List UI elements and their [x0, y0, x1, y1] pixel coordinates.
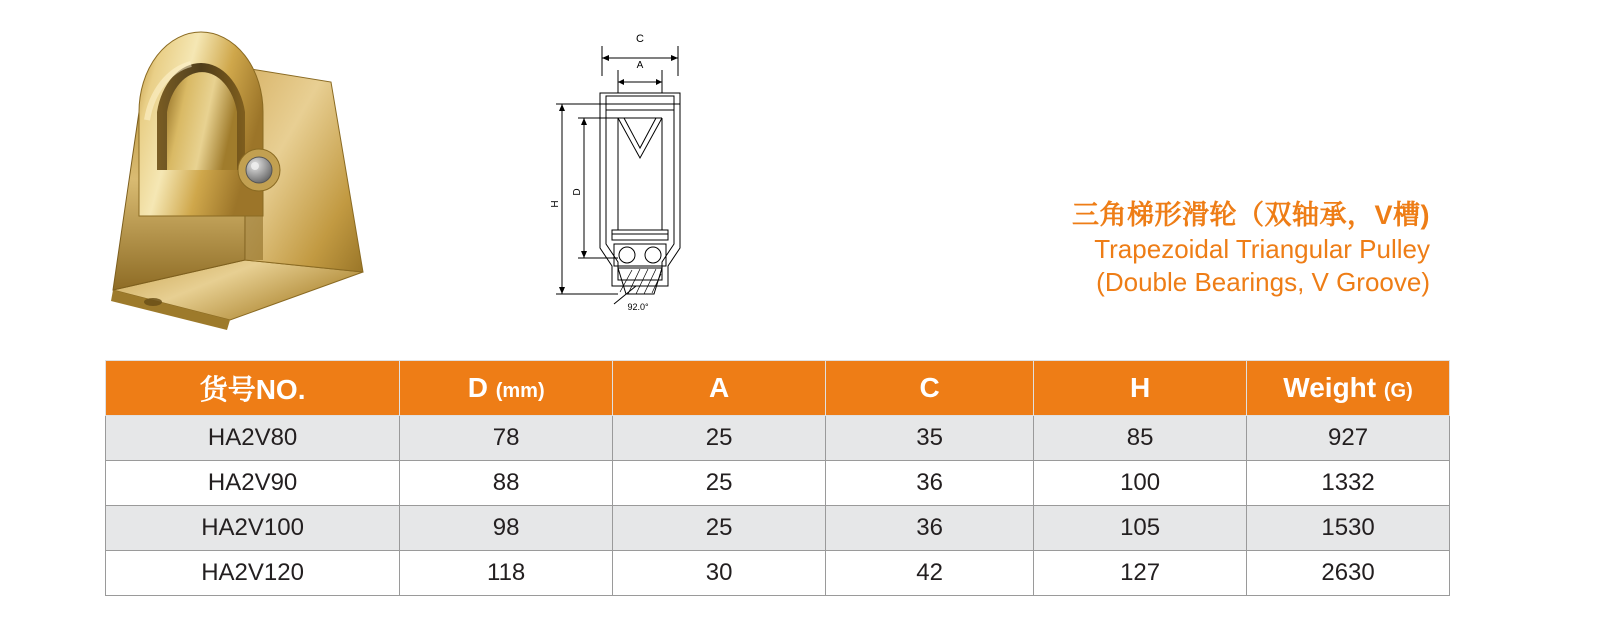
table-row — [106, 416, 1450, 461]
header-cell-c — [826, 361, 1034, 416]
table-row — [106, 506, 1450, 551]
product-photo — [95, 20, 385, 340]
technical-drawing — [540, 18, 740, 318]
product-title-en-line1: Trapezoidal Triangular Pulley — [1094, 233, 1430, 264]
cell-weight: 2630 — [1247, 551, 1450, 596]
spec-table — [105, 360, 1450, 596]
header-cell-weight — [1247, 361, 1450, 416]
photo-wheel — [139, 32, 263, 216]
header-cell-a — [613, 361, 826, 416]
cell-a: 30 — [613, 551, 826, 596]
cell-h: 105 — [1034, 506, 1247, 551]
product-title-cn: 三角梯形滑轮（双轴承，V槽) — [1072, 200, 1430, 230]
cell-a: 25 — [613, 461, 826, 506]
table-header-row — [106, 361, 1450, 416]
cell-weight: 1530 — [1247, 506, 1450, 551]
cell-h: 127 — [1034, 551, 1247, 596]
cell-no: HA2V80 — [106, 416, 400, 461]
cell-weight: 1332 — [1247, 461, 1450, 506]
photo-center-bolt — [238, 149, 280, 191]
drawing-label-d: D — [572, 188, 583, 196]
cell-c: 35 — [826, 416, 1034, 461]
cell-c: 36 — [826, 461, 1034, 506]
header-cell-h — [1034, 361, 1247, 416]
product-photo-image — [95, 20, 385, 340]
cell-c: 42 — [826, 551, 1034, 596]
cell-a: 25 — [613, 416, 826, 461]
drawing-label-h: H — [550, 200, 561, 208]
header-label-c: C — [919, 372, 940, 403]
cell-no: HA2V90 — [106, 461, 400, 506]
header-label-a: A — [709, 372, 730, 403]
cell-h: 100 — [1034, 461, 1247, 506]
drawing-label-angle: 92.0° — [627, 302, 649, 312]
product-title-en-line2: (Double Bearings, V Groove) — [1096, 266, 1430, 297]
cell-h: 85 — [1034, 416, 1247, 461]
header-label-no: 货号NO. — [199, 374, 306, 405]
header-label-d: D — [467, 372, 488, 403]
cell-c: 36 — [826, 506, 1034, 551]
technical-drawing-svg — [540, 18, 740, 318]
cell-weight: 927 — [1247, 416, 1450, 461]
cell-a: 25 — [613, 506, 826, 551]
header-cell-no — [106, 361, 400, 416]
drawing-label-c: C — [636, 33, 644, 45]
cell-d: 78 — [400, 416, 613, 461]
header-label-weight: Weight — [1283, 372, 1377, 403]
drawing-label-a: A — [636, 60, 644, 71]
table-row — [106, 551, 1450, 596]
spec-table-head — [106, 361, 1450, 416]
cell-no: HA2V120 — [106, 551, 400, 596]
table-row — [106, 461, 1450, 506]
header-unit-weight: (G) — [1383, 380, 1413, 402]
cell-no: HA2V100 — [106, 506, 400, 551]
cell-d: 118 — [400, 551, 613, 596]
cell-d: 98 — [400, 506, 613, 551]
spec-table-body — [106, 416, 1450, 596]
product-title-block — [810, 198, 1430, 299]
header-unit-d: (mm) — [495, 380, 545, 402]
cell-d: 88 — [400, 461, 613, 506]
header-cell-d — [400, 361, 613, 416]
header-label-h: H — [1129, 372, 1151, 403]
